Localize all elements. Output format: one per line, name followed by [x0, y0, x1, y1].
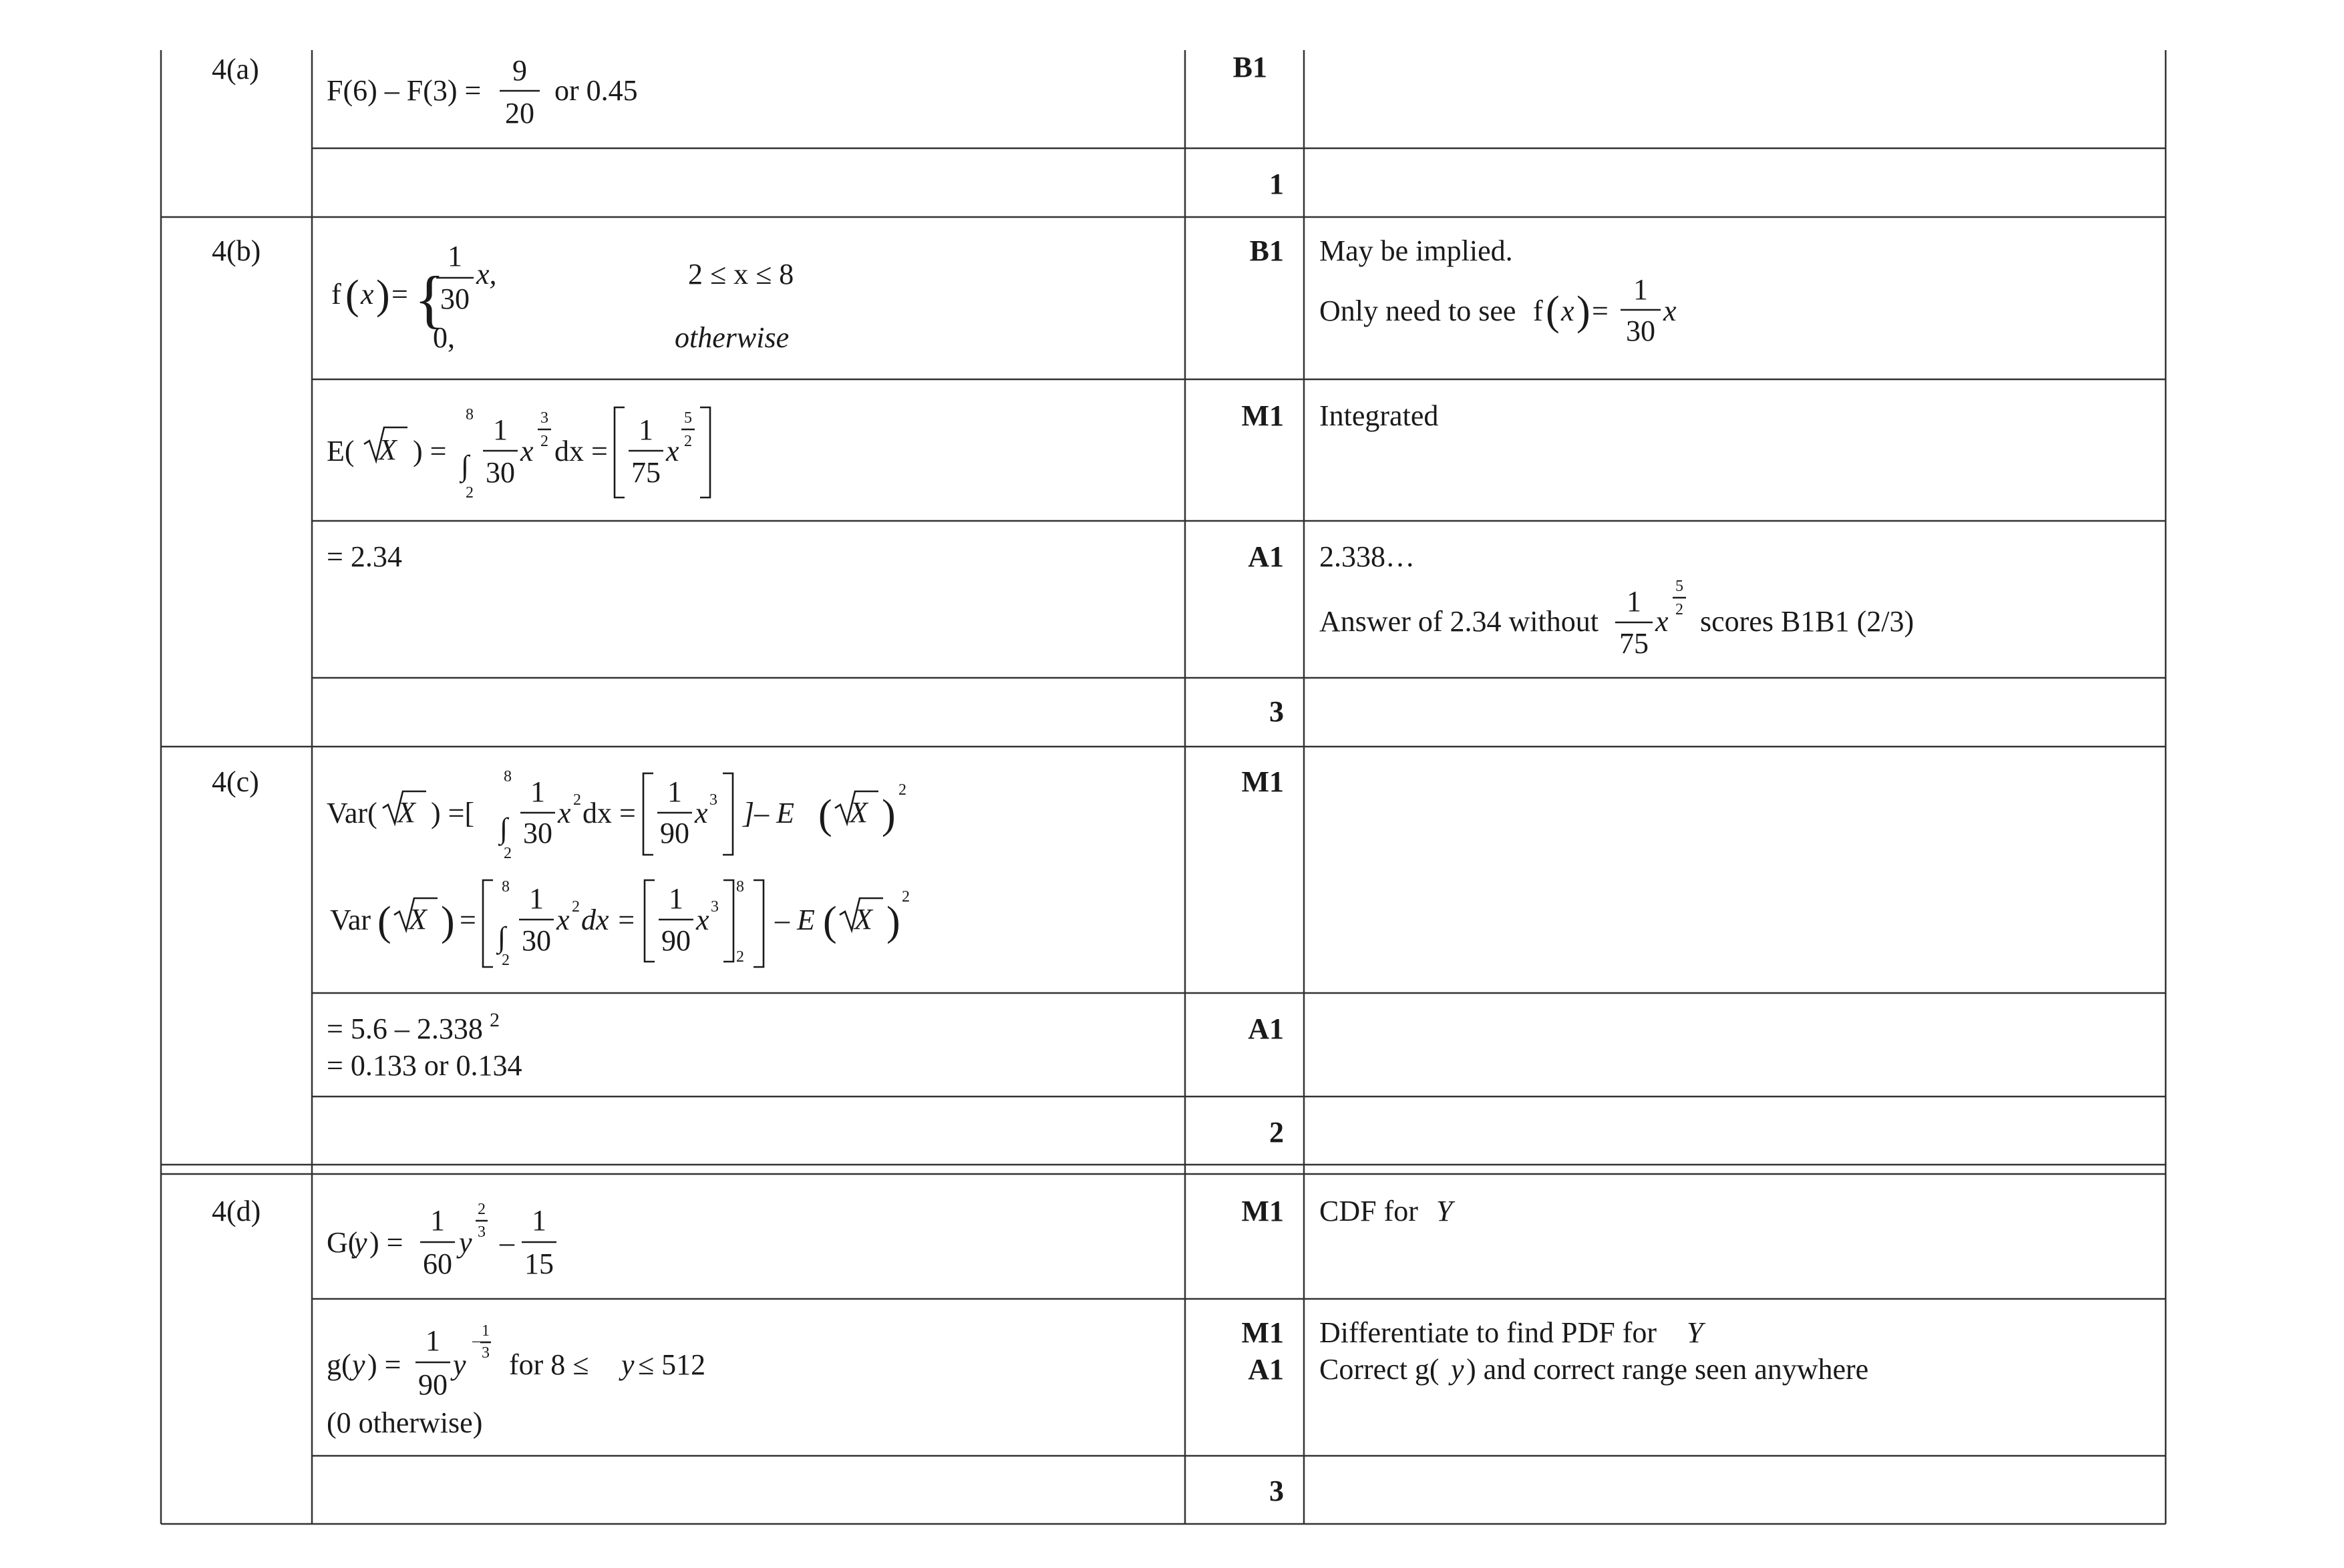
svg-text:2: 2 — [902, 888, 910, 906]
svg-text:): ) — [886, 899, 900, 944]
svg-text:x,: x, — [476, 258, 497, 290]
fraction-numerator: 9 — [512, 54, 527, 87]
svg-text:30: 30 — [523, 817, 552, 849]
svg-text:90: 90 — [660, 817, 689, 849]
comment-text: Answer of 2.34 without — [1319, 605, 1599, 638]
left-brace: { — [414, 263, 446, 335]
svg-text:y: y — [621, 1348, 635, 1381]
mark-code: M1 — [1241, 399, 1284, 432]
svg-text:1: 1 — [529, 882, 544, 915]
svg-text:1: 1 — [448, 240, 462, 272]
svg-text:2: 2 — [573, 791, 581, 809]
svg-text:) =[: ) =[ — [431, 797, 475, 829]
mark-code: B1 — [1232, 51, 1267, 83]
question-row-4d — [212, 1195, 1868, 1507]
piecewise-pdf — [331, 240, 794, 354]
svg-text:Var: Var — [330, 904, 371, 936]
svg-text:): ) — [882, 792, 896, 837]
svg-text:for 8 ≤: for 8 ≤ — [509, 1348, 589, 1381]
svg-text:(: ( — [377, 899, 391, 944]
svg-text:3: 3 — [711, 898, 719, 916]
svg-text:3: 3 — [540, 409, 548, 427]
svg-text:]– E: ]– E — [743, 797, 794, 829]
mark-code: B1 — [1249, 234, 1284, 267]
svg-text:2: 2 — [478, 1201, 486, 1218]
svg-text:1: 1 — [639, 413, 653, 446]
svg-text:2: 2 — [898, 781, 906, 799]
question-label: 4(d) — [212, 1195, 261, 1227]
svg-text:f: f — [331, 278, 341, 311]
svg-text:) and correct range seen anywh: ) and correct range seen anywhere — [1466, 1353, 1869, 1386]
right-bracket — [700, 407, 710, 498]
comment-text: Differentiate to find PDF for — [1319, 1316, 1657, 1349]
svg-text:3: 3 — [478, 1223, 486, 1241]
svg-text:2 ≤ x ≤ 8: 2 ≤ x ≤ 8 — [688, 258, 794, 290]
svg-text:8: 8 — [736, 878, 744, 896]
svg-text:x: x — [696, 904, 709, 936]
svg-text:y: y — [459, 1226, 472, 1259]
svg-text:x: x — [558, 797, 571, 829]
svg-text:x: x — [556, 904, 570, 936]
svg-text:1: 1 — [493, 413, 508, 446]
mark-code: A1 — [1248, 1353, 1284, 1386]
question-label: 4(a) — [212, 53, 259, 85]
svg-text:Y: Y — [1687, 1316, 1703, 1349]
svg-text:x: x — [695, 797, 708, 829]
variance-line-2 — [330, 878, 910, 969]
mark-code: M1 — [1241, 1316, 1284, 1349]
svg-text:1: 1 — [430, 1204, 445, 1237]
variance-line-1 — [327, 768, 906, 862]
svg-text:8: 8 — [502, 878, 510, 896]
svg-text:X: X — [854, 903, 872, 936]
svg-text:x: x — [1561, 295, 1574, 327]
svg-text:g(: g( — [327, 1348, 351, 1381]
working-text: = 5.6 – 2.338 — [327, 1012, 483, 1045]
svg-text:y: y — [453, 1348, 466, 1381]
svg-text:30: 30 — [1626, 315, 1655, 347]
svg-text:y: y — [1451, 1353, 1464, 1386]
mark-code: M1 — [1241, 765, 1284, 798]
svg-text:x: x — [1663, 295, 1677, 327]
svg-text:=: = — [391, 278, 408, 311]
svg-text:(: ( — [823, 899, 837, 944]
svg-text:15: 15 — [524, 1247, 554, 1280]
svg-text:G(: G( — [327, 1226, 358, 1259]
mark-code: A1 — [1248, 1012, 1284, 1045]
svg-text:∫: ∫ — [498, 921, 506, 954]
svg-text:1: 1 — [532, 1204, 546, 1237]
svg-text:(: ( — [1546, 288, 1560, 334]
expectation-integral — [327, 406, 710, 502]
svg-text:1: 1 — [530, 775, 545, 808]
total-marks: 2 — [1269, 1116, 1284, 1149]
svg-text:(: ( — [345, 272, 359, 318]
question-row-4a — [212, 51, 1284, 200]
svg-text:(: ( — [818, 792, 832, 837]
svg-text:75: 75 — [631, 456, 661, 489]
svg-text:X: X — [409, 903, 427, 936]
svg-text:2: 2 — [502, 952, 510, 969]
svg-text:– E: – E — [775, 904, 815, 936]
question-label: 4(b) — [212, 234, 261, 267]
svg-text:60: 60 — [423, 1247, 452, 1280]
svg-text:0,: 0, — [433, 321, 455, 354]
svg-text:30: 30 — [486, 456, 515, 489]
svg-text:≤ 512: ≤ 512 — [638, 1348, 706, 1381]
svg-text:Y: Y — [1436, 1195, 1453, 1227]
question-row-4c — [212, 765, 1284, 1149]
svg-text:2: 2 — [736, 948, 744, 966]
svg-text:1: 1 — [667, 775, 682, 808]
working-tail: or 0.45 — [554, 74, 638, 107]
svg-text:1: 1 — [669, 882, 683, 915]
svg-text:1: 1 — [1627, 585, 1641, 618]
svg-text:f: f — [1533, 295, 1543, 327]
svg-text:X: X — [397, 796, 415, 829]
svg-text:): ) — [1576, 288, 1590, 334]
svg-text:dx =: dx = — [581, 904, 637, 936]
svg-text:2: 2 — [1675, 601, 1683, 618]
comment-text: Correct g( — [1319, 1353, 1440, 1386]
svg-text:x: x — [666, 435, 679, 467]
svg-text:) =: ) = — [413, 435, 447, 467]
svg-text:1: 1 — [1633, 273, 1648, 306]
svg-text:(0 otherwise): (0 otherwise) — [327, 1406, 483, 1439]
svg-text:x: x — [361, 278, 374, 311]
comment-text: May be implied. — [1319, 234, 1513, 267]
svg-text:=: = — [460, 904, 476, 936]
cdf-expression — [327, 1201, 556, 1280]
comment-text: CDF for — [1319, 1195, 1418, 1227]
svg-text:X: X — [379, 433, 397, 466]
question-label: 4(c) — [212, 765, 259, 798]
svg-text:Var(: Var( — [327, 797, 377, 829]
svg-text:–: – — [500, 1226, 514, 1259]
svg-text:2: 2 — [572, 898, 580, 916]
total-marks: 1 — [1269, 168, 1284, 200]
svg-text:E(: E( — [327, 435, 355, 467]
svg-text:dx =: dx = — [582, 797, 636, 829]
svg-text:2: 2 — [540, 433, 548, 450]
svg-text:y: y — [352, 1348, 365, 1381]
comment-text: 2.338… — [1319, 540, 1415, 573]
svg-text:X: X — [850, 796, 868, 829]
svg-text:8: 8 — [504, 768, 512, 785]
svg-text:) =: ) = — [369, 1226, 403, 1259]
integral-sign: ∫ — [461, 449, 470, 482]
svg-text:3: 3 — [482, 1344, 490, 1362]
svg-text:–: – — [472, 1332, 480, 1350]
svg-text:dx =: dx = — [554, 435, 608, 467]
svg-text:3: 3 — [709, 791, 717, 809]
svg-text:1: 1 — [426, 1324, 440, 1357]
total-marks: 3 — [1269, 1475, 1284, 1507]
svg-text:scores B1B1 (2/3): scores B1B1 (2/3) — [1700, 605, 1914, 638]
svg-text:75: 75 — [1619, 627, 1649, 660]
working-text: = 0.133 or 0.134 — [327, 1049, 522, 1082]
svg-text:2: 2 — [466, 484, 474, 502]
svg-text:5: 5 — [1675, 578, 1683, 595]
svg-text:): ) — [376, 272, 390, 318]
svg-text:2: 2 — [684, 433, 692, 450]
svg-text:2: 2 — [504, 845, 512, 862]
svg-text:=: = — [1592, 295, 1609, 327]
svg-text:x: x — [1655, 605, 1669, 638]
svg-text:1: 1 — [482, 1322, 490, 1340]
svg-text:) =: ) = — [367, 1348, 401, 1381]
svg-text:5: 5 — [684, 409, 692, 427]
comment-text: Only need to see — [1319, 295, 1516, 327]
mark-code: A1 — [1248, 540, 1284, 573]
svg-text:8: 8 — [466, 406, 474, 423]
svg-text:30: 30 — [522, 924, 551, 957]
total-marks: 3 — [1269, 695, 1284, 728]
working-text: = 2.34 — [327, 540, 402, 573]
svg-text:x: x — [520, 435, 534, 467]
svg-text:90: 90 — [418, 1368, 448, 1401]
svg-text:∫: ∫ — [500, 812, 508, 845]
svg-text:y: y — [354, 1226, 367, 1259]
svg-text:90: 90 — [661, 924, 691, 957]
mark-code: M1 — [1241, 1195, 1284, 1227]
comment-text: Integrated — [1319, 399, 1439, 432]
left-bracket — [615, 407, 625, 498]
question-row-4b — [212, 234, 1914, 728]
svg-text:2: 2 — [490, 1009, 500, 1031]
pdf-expression — [327, 1322, 705, 1439]
svg-text:otherwise: otherwise — [675, 321, 790, 354]
fraction-denominator: 20 — [505, 97, 534, 130]
svg-text:30: 30 — [440, 282, 470, 315]
working-text: F(6) – F(3) = — [327, 74, 482, 107]
svg-text:): ) — [441, 899, 455, 944]
